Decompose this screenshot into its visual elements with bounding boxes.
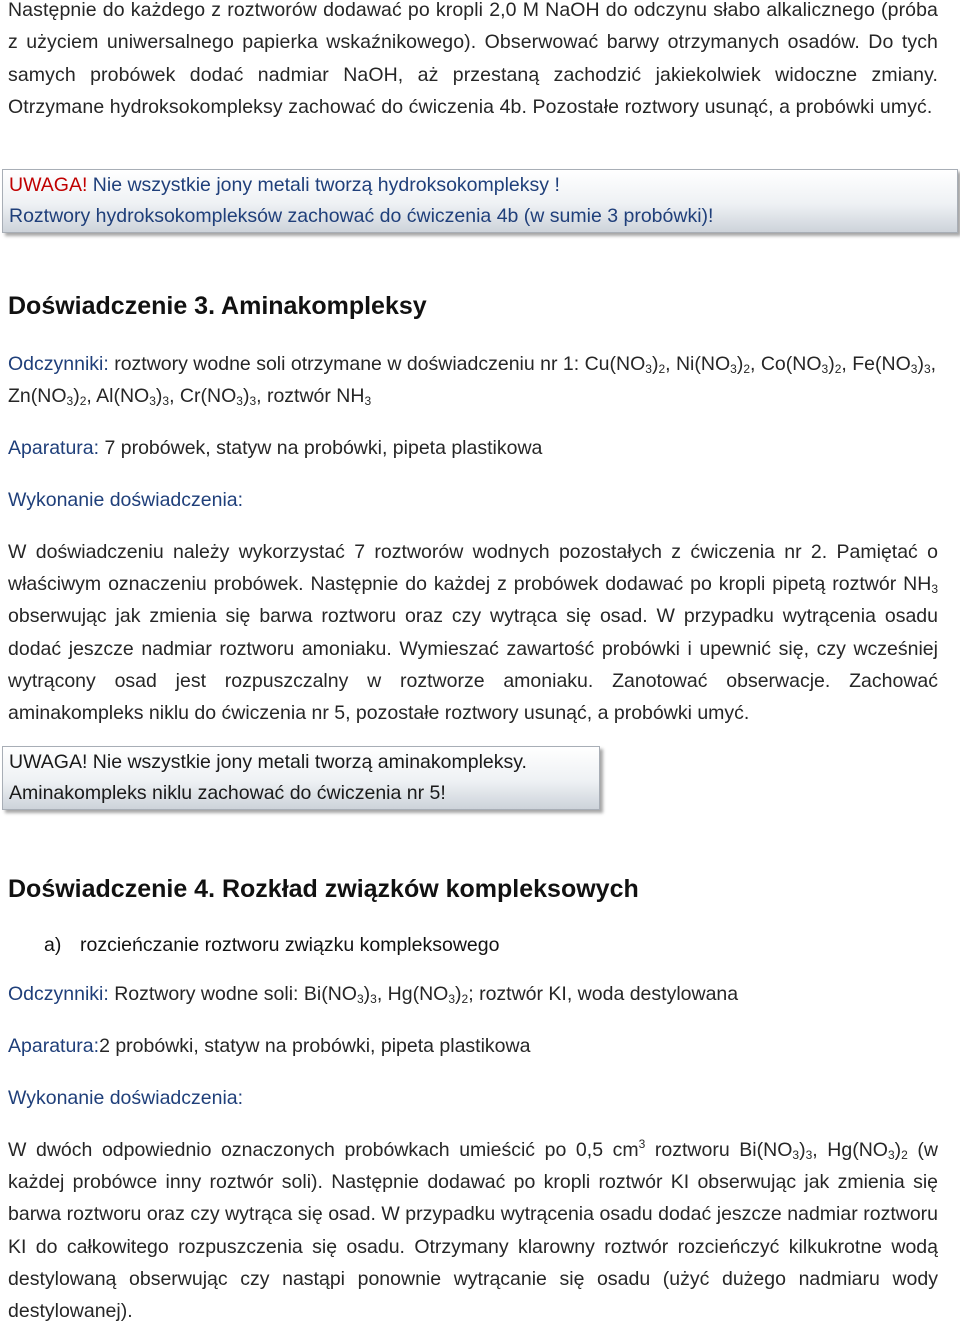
exp4-heading: Doświadczenie 4. Rozkład związków kompleksowych bbox=[8, 875, 639, 903]
exp4-procedure-part2: (w każdej probówce inny roztwór soli). Następnie dodawać po kropli roztwór KI obserwując jak zmienia się barwa roztworu oraz czy wytrąca się osad. W przypadku wytrącenia osadu dodać jeszcze nadmiar roztworu KI do całkowitego rozpuszczenia się osadu. Otrzymany klarowny roztwór rozcieńczyć kilkukrotne wodą destylowaną obserwując czy nastąpi ponownie wytrącanie się osadu (użyć dużego nadmiaru wody destylowanej). bbox=[8, 1139, 938, 1323]
exp4-reagents-tail: ; roztwór KI, woda destylowana bbox=[468, 983, 739, 1005]
exp3-apparatus-text: 7 probówek, statyw na probówki, pipeta plastikowa bbox=[99, 437, 543, 459]
exp3-procedure-part1: W doświadczeniu należy wykorzystać 7 roztworów wodnych pozostałych z ćwiczenia nr 2. Pamiętać o właściwym oznaczeniu probówek. Następnie do każdej z probówek dodawać po kropli pipetą roztwór bbox=[8, 541, 938, 596]
exp3-reagents-text: roztwory wodne soli otrzymane w doświadczeniu nr 1: bbox=[108, 353, 585, 375]
exp3-procedure-part2: obserwując jak zmienia się barwa roztworu oraz czy wytrąca się osad. W przypadku wytrącenia osadu dodać jeszcze nadmiar roztworu amoniaku. Wymieszać zawartość probówki i upewnić się, czy wcześniej wytrącony osad jest rozpuszczalny w roztworze amoniaku. Zanotować obserwacje. Zachować aminakompleks niklu do ćwiczenia nr 5, pozostałe roztwory usunąć, a probówki umyć. bbox=[8, 605, 938, 725]
exp4-procedure: W dwóch odpowiednio oznaczonych probówkach umieścić po 0,5 $cm^3$ roztworu $Bi(NO_3)_3$, $Hg(NO_3)_2$ (w każdej probówce inny roztwór soli). Następnie dodawać po kropli roztwór KI obserwując jak zmienia się barwa roztworu oraz czy wytrąca się osad. W przypadku wytrącenia osadu dodać jeszcze nadmiar roztworu KI do całkowitego rozpuszczenia się osadu. Otrzymany klarowny roztwór rozcieńczyć kilkukrotne wodą destylowaną obserwując czy nastąpi ponownie wytrącanie się osadu (użyć dużego nadmiaru wody destylowanej). bbox=[8, 1137, 938, 1323]
exp4-sub-title: rozcieńczanie roztworu związku kompleksowego bbox=[80, 934, 500, 956]
exp3-apparatus bbox=[8, 432, 938, 464]
warning2-line-1: UWAGA! Nie wszystkie jony metali tworzą aminakompleksy. bbox=[9, 751, 527, 773]
warning-line-2: Roztwory hydroksokompleksów zachować do ćwiczenia 4b (w sumie 3 probówki)! bbox=[9, 205, 714, 227]
intro-paragraph: Następnie do każdego z roztworów dodawać po kropli 2,0 M NaOH do odczynu słabo alkalicznego (próba z użyciem uniwersalnego papierka wskaźnikowego). Obserwować barwy otrzymanych osadów. Do tych samych probówek dodać nadmiar NaOH, aż przestaną zachodzić jakiekolwiek widoczne zmiany. Otrzymane hydroksokompleksy zachować do ćwiczenia 4b. Pozostałe roztwory usunąć, a probówki umyć. bbox=[8, 0, 938, 118]
warning-box-amine bbox=[2, 746, 600, 810]
exp3-procedure-label: Wykonanie doświadczenia: bbox=[8, 489, 244, 511]
warning2-line-2: Aminakompleks niklu zachować do ćwiczenia nr 5! bbox=[9, 782, 446, 804]
exp4-procedure-part1: W dwóch odpowiednio oznaczonych probówkach umieścić po 0,5 cm bbox=[8, 1139, 639, 1161]
exp4-sub-marker: a) bbox=[44, 934, 62, 956]
warning-text-1: Nie wszystkie jony metali tworzą hydroksokompleksy ! bbox=[87, 174, 560, 196]
exp3-apparatus-label: Aparatura: bbox=[8, 437, 100, 459]
warning-prefix: UWAGA! bbox=[9, 174, 88, 196]
exp4-reagents-text: Roztwory wodne soli: bbox=[108, 983, 304, 1005]
exp3-reagents: Odczynniki: roztwory wodne soli otrzymane w doświadczeniu nr 1: $Cu(NO_3)_2$, $Ni(NO_3)_2$, $Co(NO_3)_2$, $Fe(NO_3)_3$, $Zn(NO_3)_2$, $Al(NO_3)_3$, $Cr(NO_3)_3$, roztwór $NH_3$ bbox=[8, 353, 937, 409]
exp3-procedure: W doświadczeniu należy wykorzystać 7 roztworów wodnych pozostałych z ćwiczenia nr 2. Pamiętać o właściwym oznaczeniu probówek. Następnie do każdej z probówek dodawać po kropli pipetą roztwór $NH_3$ obserwując jak zmienia się barwa roztworu oraz czy wytrąca się osad. W przypadku wytrącenia osadu dodać jeszcze nadmiar roztworu amoniaku. Wymieszać zawartość probówki i upewnić się, czy wcześniej wytrącony osad jest rozpuszczalny w roztworze amoniaku. Zanotować obserwacje. Zachować aminakompleks niklu do ćwiczenia nr 5, pozostałe roztwory usunąć, a probówki umyć. bbox=[8, 541, 938, 725]
exp4-apparatus-label: Aparatura: bbox=[8, 1035, 100, 1057]
warning-line-1 bbox=[9, 170, 949, 201]
exp4-reagents-label: Odczynniki: bbox=[8, 983, 109, 1005]
exp4-procedure-label: Wykonanie doświadczenia: bbox=[8, 1087, 244, 1109]
exp4-apparatus bbox=[8, 1030, 938, 1062]
exp4-procedure-part1b: roztworu bbox=[645, 1139, 740, 1161]
exp3-reagents-label: Odczynniki: bbox=[8, 353, 109, 375]
exp4-reagents: Odczynniki: Roztwory wodne soli: $Bi(NO_3)_3$, $Hg(NO_3)_2$; roztwór KI, woda destylowana bbox=[8, 983, 739, 1006]
warning-box-hydroxo bbox=[2, 169, 958, 233]
exp3-heading: Doświadczenie 3. Aminakompleksy bbox=[8, 292, 427, 320]
exp4-subsection bbox=[44, 934, 924, 957]
exp4-apparatus-text: 2 probówki, statyw na probówki, pipeta plastikowa bbox=[99, 1035, 531, 1057]
